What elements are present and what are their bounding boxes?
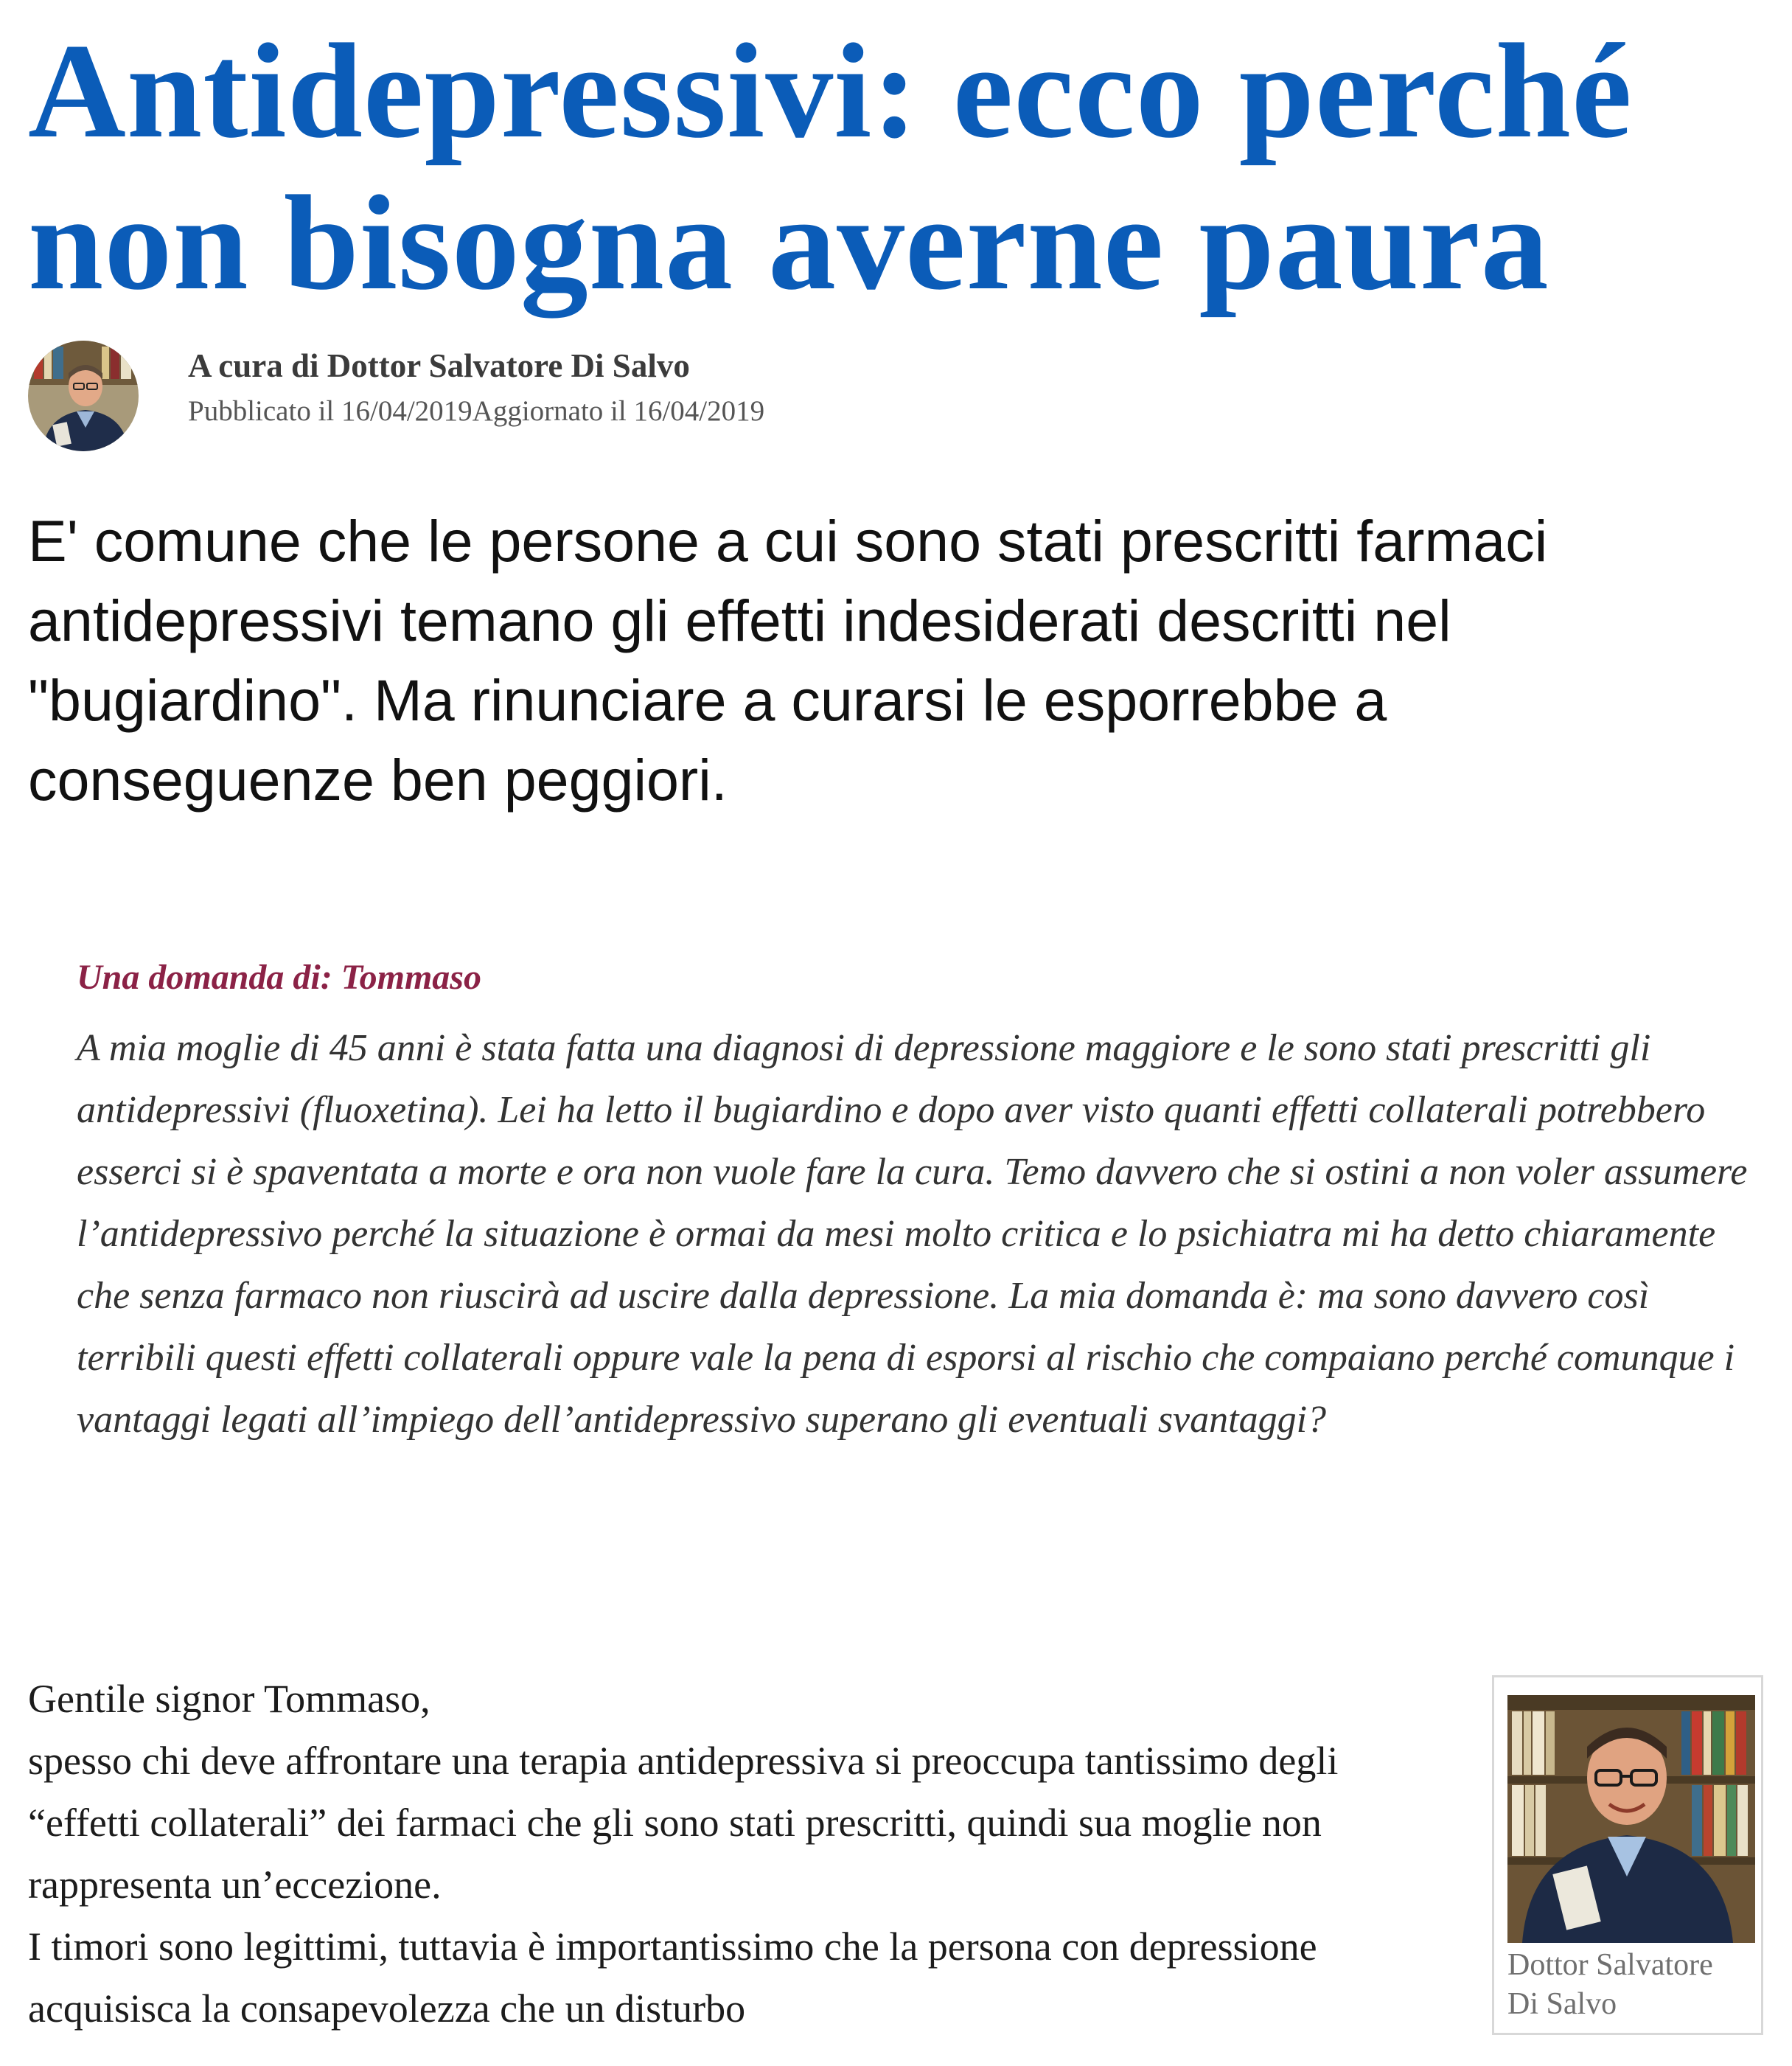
answer-paragraph: I timori sono legittimi, tuttavia è importantissimo che la persona con depressione acquisisca la consapevolezza che un disturbo bbox=[28, 1924, 1317, 2031]
article-lead: E' comune che le persone a cui sono stati prescritti farmaci antidepressivi temano gli effetti indesiderati descritti nel "bugiardino". Ma rinunciare a curarsi le esporrebbe a conseguenze ben peggiori. bbox=[28, 508, 1548, 813]
answer-body bbox=[28, 1668, 1458, 2039]
author-portrait bbox=[1507, 1695, 1755, 1943]
publication-dates bbox=[188, 392, 764, 431]
author-photo-caption: Dottor Salvatore Di Salvo bbox=[1507, 1948, 1713, 2021]
author-avatar[interactable] bbox=[28, 341, 139, 451]
article-title: Antidepressivi: ecco perché non bisogna averne paura bbox=[28, 15, 1633, 318]
author-byline[interactable]: A cura di Dottor Salvatore Di Salvo bbox=[188, 347, 690, 384]
question-author: Una domanda di: Tommaso bbox=[77, 958, 481, 997]
author-portrait-photo-icon bbox=[1507, 1695, 1755, 1943]
answer-greeting: Gentile signor Tommaso, bbox=[28, 1677, 430, 1721]
updated-date: Aggiornato il 16/04/2019 bbox=[472, 395, 765, 427]
question-text: A mia moglie di 45 anni è stata fatta una diagnosi di depressione maggiore e le sono stati prescritti gli antidepressivi (fluoxetina). Lei ha letto il bugiardino e dopo aver visto quanti effetti collaterali potrebbero esserci si è spaventata a morte e ora non vuole fare la cura. Temo davvero che si ostini a non voler assumere l’antidepressivo perché la situazione è ormai da mesi molto critica e lo psichiatra mi ha detto chiaramente che senza farmaco non riuscirà ad uscire dalla depressione. La mia domanda è: ma sono davvero così terribili questi effetti collaterali oppure vale la pena di esporsi al rischio che compaiano perché comunque i vantaggi legati all’impiego dell’antidepressivo superano gli eventuali svantaggi? bbox=[77, 1027, 1748, 1441]
answer-paragraph: spesso chi deve affrontare una terapia antidepressiva si preoccupa tantissimo degli “effetti collaterali” dei farmaci che gli sono stati prescritti, quindi sua moglie non rappresenta un’eccezione. bbox=[28, 1739, 1339, 1907]
author-avatar-photo-icon bbox=[28, 341, 139, 451]
author-figure bbox=[1492, 1675, 1763, 2035]
published-date: Pubblicato il 16/04/2019 bbox=[188, 395, 473, 427]
